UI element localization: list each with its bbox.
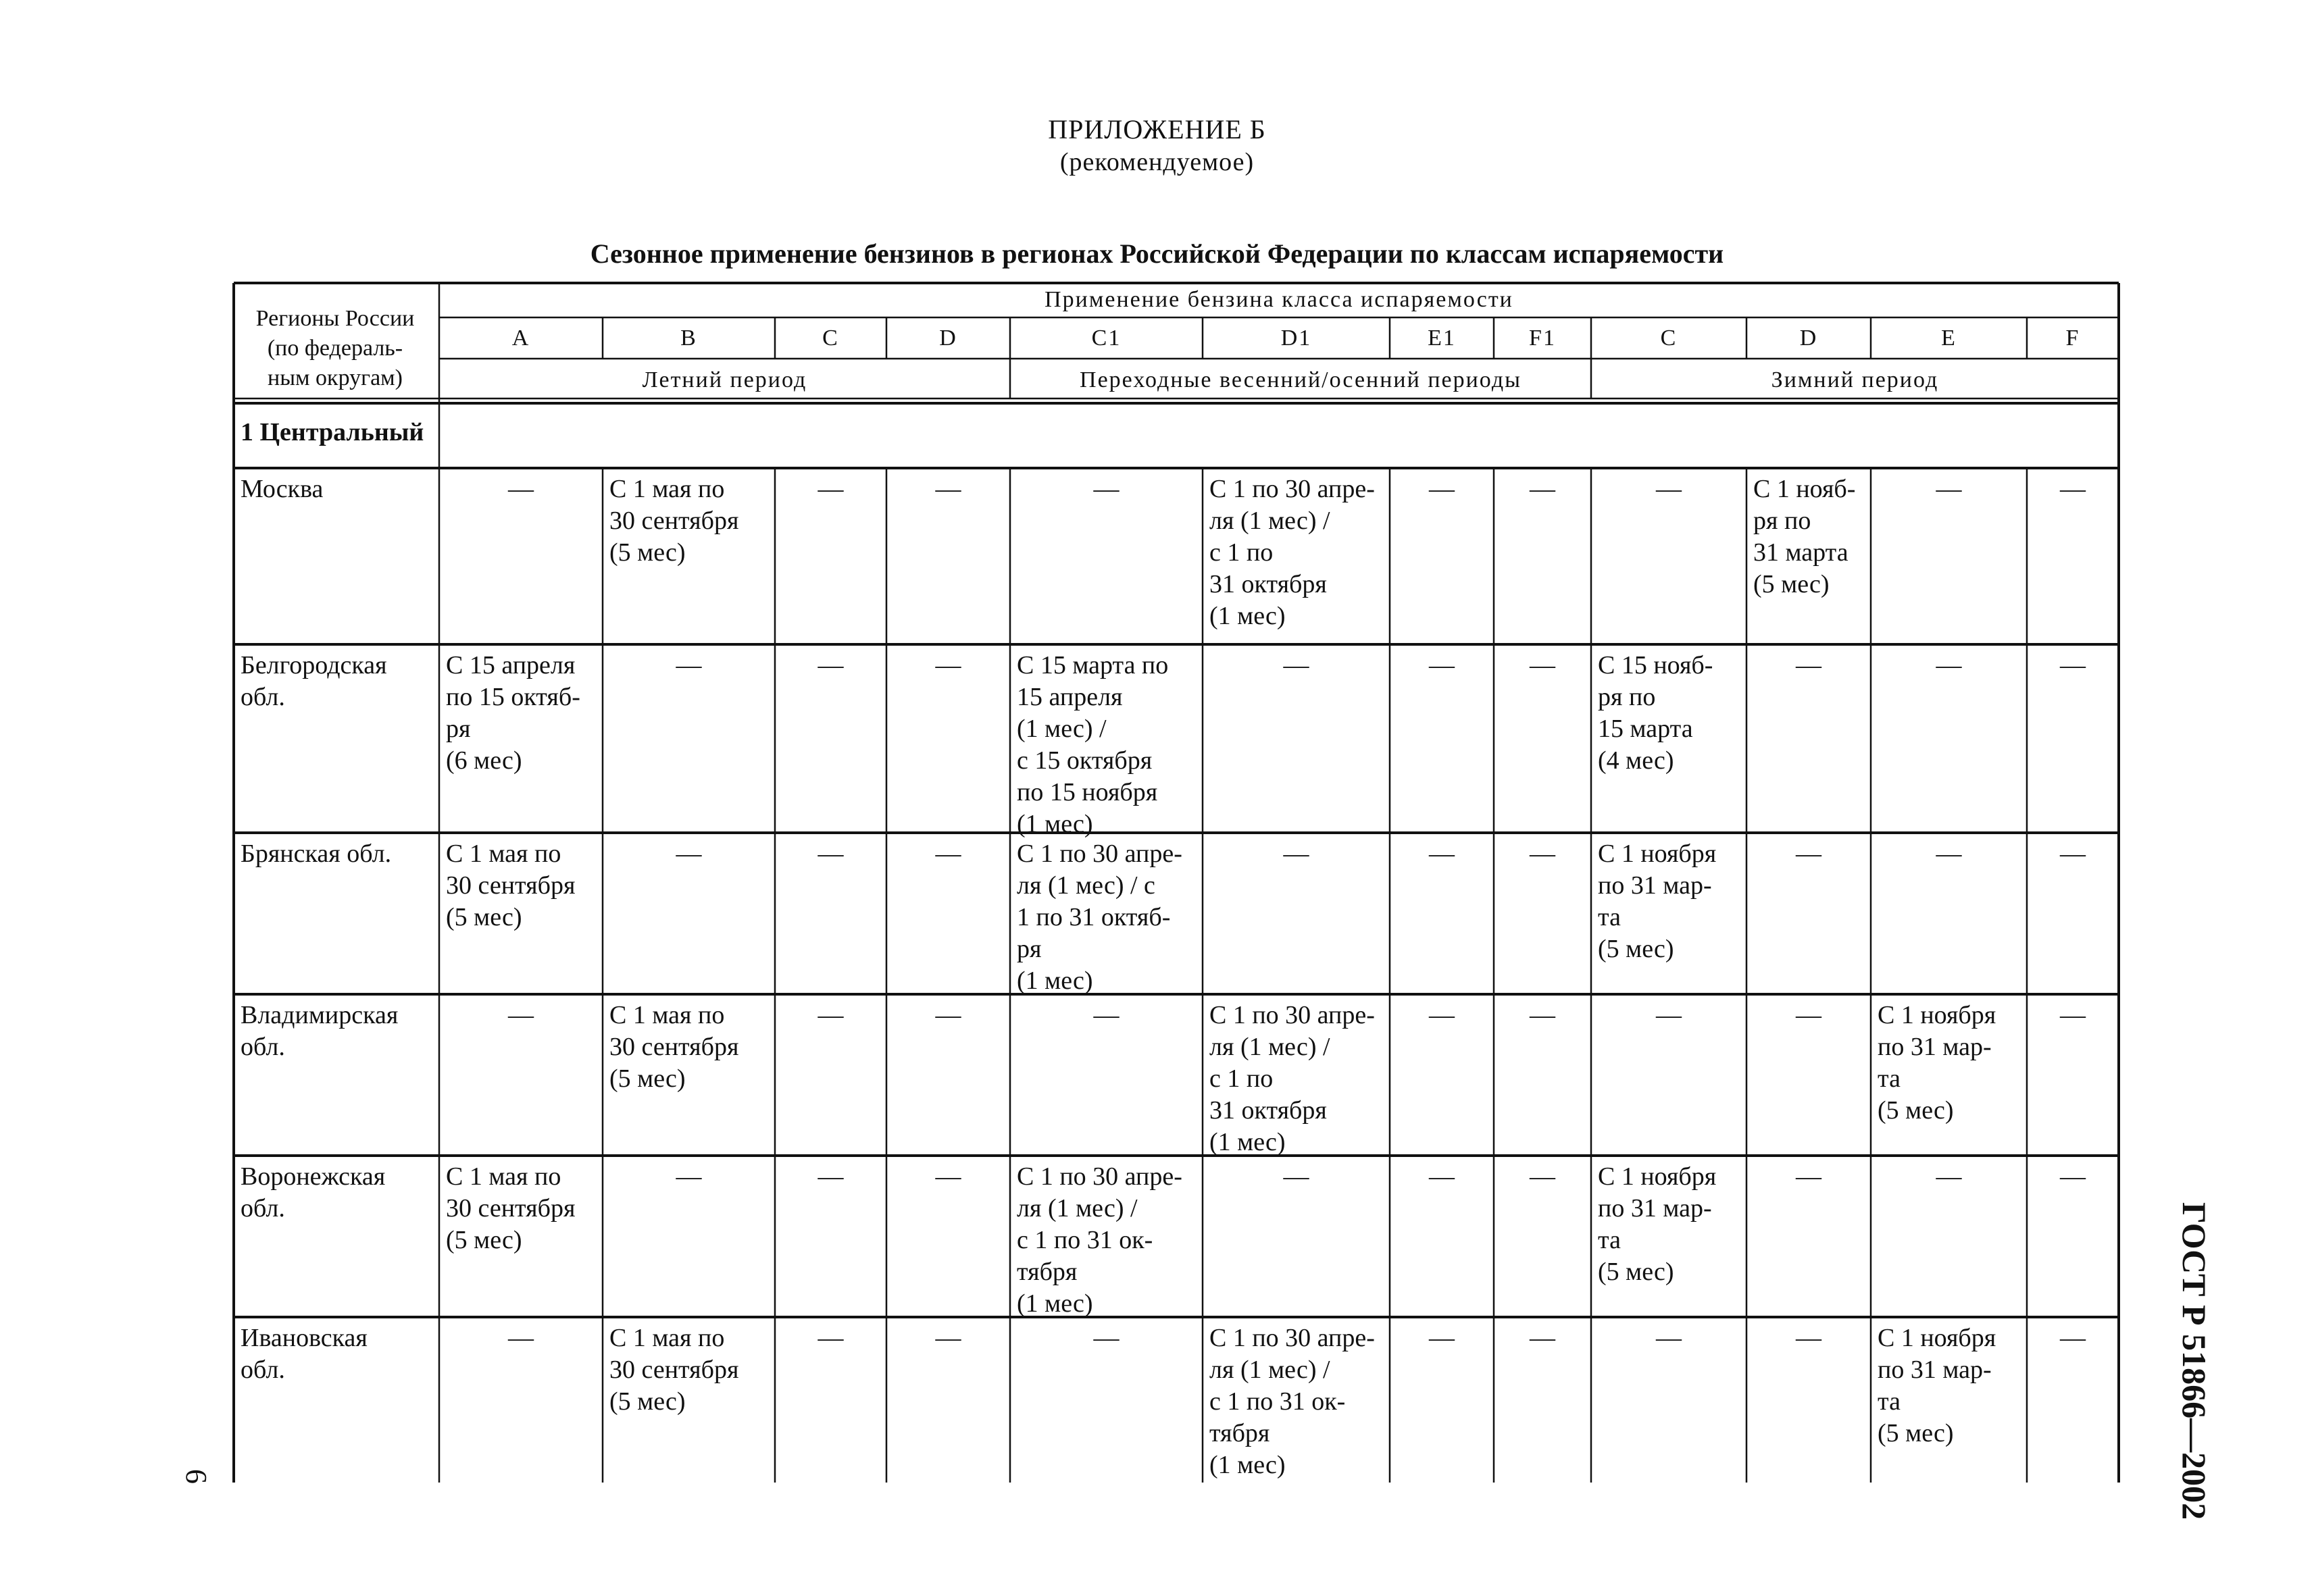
empty-cell-dash: —	[1429, 651, 1455, 679]
class-col-e: E	[1941, 326, 1957, 351]
empty-cell-dash: —	[1796, 1162, 1821, 1191]
period-cell: С 1 по 30 апре- ля (1 мес) / с 1 по 31 октября (1 мес)	[1209, 1001, 1375, 1156]
region-name: Белгородская обл.	[241, 651, 387, 711]
class-col-f1: F1	[1529, 326, 1556, 351]
empty-cell-dash: —	[508, 1001, 534, 1029]
period-cell: С 1 мая по 30 сентября (5 мес)	[609, 1001, 739, 1093]
empty-cell-dash: —	[1936, 840, 1962, 868]
appendix-title: ПРИЛОЖЕНИЕ Б	[1048, 114, 1266, 145]
empty-cell-dash: —	[1429, 1324, 1455, 1352]
empty-cell-dash: —	[1530, 1162, 1555, 1191]
empty-cell-dash: —	[1429, 1162, 1455, 1191]
empty-cell-dash: —	[1530, 1324, 1555, 1352]
empty-cell-dash: —	[1093, 1324, 1120, 1352]
empty-cell-dash: —	[1530, 1001, 1555, 1029]
empty-cell-dash: —	[935, 475, 961, 503]
period-cell: С 1 ноября по 31 мар- та (5 мес)	[1878, 1001, 1996, 1125]
table-title: Сезонное применение бензинов в регионах Российской Федерации по классам испаряемости	[590, 238, 1724, 269]
empty-cell-dash: —	[2060, 651, 2086, 679]
period-cell: С 1 ноября по 31 мар- та (5 мес)	[1878, 1324, 1996, 1447]
class-col-d1: D1	[1280, 326, 1312, 351]
period-summer: Летний период	[642, 367, 807, 392]
empty-cell-dash: —	[1283, 1162, 1309, 1191]
period-cell: С 1 мая по 30 сентября (5 мес)	[446, 840, 576, 931]
class-col-f: F	[2065, 326, 2080, 351]
empty-cell-dash: —	[935, 840, 961, 868]
empty-cell-dash: —	[818, 651, 844, 679]
class-col-d: D	[939, 326, 957, 351]
period-transition: Переходные весенний/осенний периоды	[1080, 367, 1521, 392]
region-name: Ивановская обл.	[241, 1324, 368, 1384]
empty-cell-dash: —	[1656, 1001, 1682, 1029]
empty-cell-dash: —	[1656, 475, 1682, 503]
period-cell: С 15 нояб- ря по 15 марта (4 мес)	[1598, 651, 1713, 775]
empty-cell-dash: —	[818, 840, 844, 868]
empty-cell-dash: —	[676, 840, 702, 868]
period-cell: С 15 апреля по 15 октяб- ря (6 мес)	[446, 651, 580, 775]
appendix-subtitle: (рекомендуемое)	[1059, 148, 1255, 176]
period-cell: С 1 мая по 30 сентября (5 мес)	[609, 1324, 739, 1416]
empty-cell-dash: —	[1429, 475, 1455, 503]
region-name: Воронежская обл.	[241, 1162, 386, 1222]
empty-cell-dash: —	[2060, 1324, 2086, 1352]
empty-cell-dash: —	[818, 475, 844, 503]
empty-cell-dash: —	[1530, 651, 1555, 679]
page-number: 6	[180, 1469, 213, 1484]
empty-cell-dash: —	[935, 1324, 961, 1352]
empty-cell-dash: —	[1429, 840, 1455, 868]
empty-cell-dash: —	[818, 1324, 844, 1352]
region-name: Владимирская обл.	[241, 1001, 399, 1061]
region-name: Москва	[241, 475, 324, 503]
period-cell: С 1 по 30 апре- ля (1 мес) / с 1 по 31 ок- тября (1 мес)	[1017, 1162, 1182, 1318]
empty-cell-dash: —	[1796, 651, 1821, 679]
empty-cell-dash: —	[1283, 651, 1309, 679]
empty-cell-dash: —	[935, 1001, 961, 1029]
empty-cell-dash: —	[1796, 1324, 1821, 1352]
empty-cell-dash: —	[1429, 1001, 1455, 1029]
empty-cell-dash: —	[1936, 651, 1962, 679]
empty-cell-dash: —	[935, 1162, 961, 1191]
empty-cell-dash: —	[2060, 475, 2086, 503]
period-cell: С 1 нояб- ря по 31 марта (5 мес)	[1753, 475, 1856, 598]
period-cell: С 1 по 30 апре- ля (1 мес) / с 1 по 31 октября (1 мес)	[1209, 475, 1375, 630]
empty-cell-dash: —	[1936, 1162, 1962, 1191]
period-cell: С 1 мая по 30 сентября (5 мес)	[446, 1162, 576, 1254]
empty-cell-dash: —	[508, 475, 534, 503]
empty-cell-dash: —	[1530, 840, 1555, 868]
class-col-b: B	[680, 326, 697, 351]
empty-cell-dash: —	[1796, 840, 1821, 868]
period-winter: Зимний период	[1771, 367, 1939, 392]
period-cell: С 1 по 30 апре- ля (1 мес) / с 1 по 31 ок- тября (1 мес)	[1209, 1324, 1375, 1479]
class-col-c-winter: C	[1660, 326, 1678, 351]
class-col-d-winter: D	[1799, 326, 1818, 351]
period-cell: С 1 ноября по 31 мар- та (5 мес)	[1598, 1162, 1717, 1286]
class-col-e1: E1	[1428, 326, 1456, 351]
section-title: 1 Центральный	[241, 418, 424, 446]
period-cell: С 1 по 30 апре- ля (1 мес) / с 1 по 31 октяб- ря (1 мес)	[1017, 840, 1182, 995]
period-cell: С 1 мая по 30 сентября (5 мес)	[609, 475, 739, 567]
empty-cell-dash: —	[2060, 1162, 2086, 1191]
empty-cell-dash: —	[2060, 1001, 2086, 1029]
empty-cell-dash: —	[1283, 840, 1309, 868]
empty-cell-dash: —	[1656, 1324, 1682, 1352]
period-cell: С 15 марта по 15 апреля (1 мес) / с 15 октября по 15 ноября (1 мес)	[1017, 651, 1169, 838]
class-col-a: A	[511, 326, 530, 351]
empty-cell-dash: —	[676, 1162, 702, 1191]
empty-cell-dash: —	[935, 651, 961, 679]
class-col-c: C	[822, 326, 839, 351]
empty-cell-dash: —	[1936, 475, 1962, 503]
empty-cell-dash: —	[1093, 1001, 1120, 1029]
empty-cell-dash: —	[1530, 475, 1555, 503]
regions-header: Регионы России (по федераль- ным округам)	[255, 306, 415, 390]
empty-cell-dash: —	[508, 1324, 534, 1352]
empty-cell-dash: —	[1796, 1001, 1821, 1029]
class-col-c1: C1	[1091, 326, 1122, 351]
application-header: Применение бензина класса испаряемости	[1045, 287, 1513, 312]
empty-cell-dash: —	[2060, 840, 2086, 868]
empty-cell-dash: —	[818, 1001, 844, 1029]
region-name: Брянская обл.	[241, 840, 392, 868]
empty-cell-dash: —	[1093, 475, 1120, 503]
empty-cell-dash: —	[818, 1162, 844, 1191]
standard-code: ГОСТ Р 51866—2002	[2175, 1202, 2213, 1520]
empty-cell-dash: —	[676, 651, 702, 679]
period-cell: С 1 ноября по 31 мар- та (5 мес)	[1598, 840, 1717, 963]
